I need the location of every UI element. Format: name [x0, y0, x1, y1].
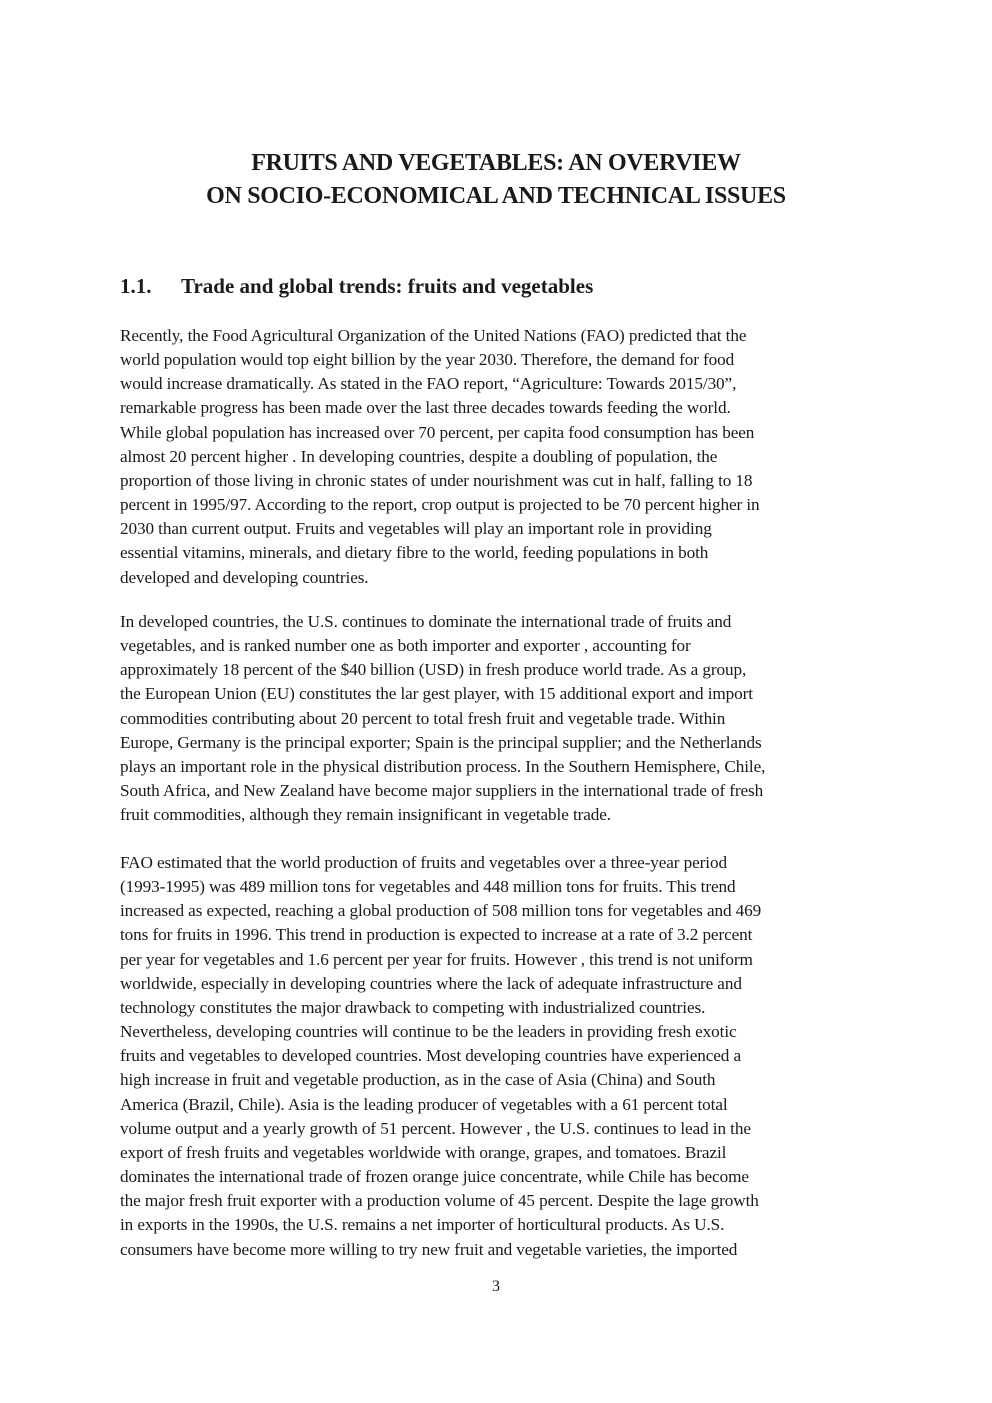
- paragraph-line: developed and developing countries.: [120, 567, 369, 587]
- paragraph-line: 2030 than current output. Fruits and vegetables will play an important role in providing: [120, 519, 712, 539]
- paragraph-line: worldwide, especially in developing countries where the lack of adequate infrastructure and: [120, 973, 742, 993]
- paragraph-line: would increase dramatically. As stated in the FAO report, “Agriculture: Towards 2015/30”,: [120, 374, 737, 394]
- section-title: Trade and global trends: fruits and vegetables: [181, 274, 594, 298]
- paragraph-3: [120, 851, 890, 1262]
- paragraph-line: Europe, Germany is the principal exporter; Spain is the principal supplier; and the Netherlands: [120, 732, 762, 752]
- paragraph-line: the major fresh fruit exporter with a production volume of 45 percent. Despite the lage growth: [120, 1191, 759, 1211]
- paragraph-line: Recently, the Food Agricultural Organization of the United Nations (FAO) predicted that the: [120, 326, 747, 345]
- paragraph-line: remarkable progress has been made over the last three decades towards feeding the world.: [120, 398, 731, 418]
- paragraph-line: export of fresh fruits and vegetables worldwide with orange, grapes, and tomatoes. Brazil: [120, 1142, 727, 1162]
- paragraph-line: the European Union (EU) constitutes the lar gest player, with 15 additional export and import: [120, 684, 753, 704]
- paragraph-line: South Africa, and New Zealand have become major suppliers in the international trade of fresh: [120, 781, 764, 801]
- section-heading: [120, 272, 593, 300]
- page-number: 3: [492, 1278, 500, 1295]
- paragraph-line: Nevertheless, developing countries will continue to be the leaders in providing fresh exotic: [120, 1022, 737, 1042]
- paragraph-line: plays an important role in the physical distribution process. In the Southern Hemisphere, Chile,: [120, 756, 766, 776]
- paragraph-line: technology constitutes the major drawback to competing with industrialized countries.: [120, 997, 706, 1017]
- paragraph-line: in exports in the 1990s, the U.S. remains a net importer of horticultural products. As U.S.: [120, 1215, 725, 1235]
- paragraph-line: dominates the international trade of frozen orange juice concentrate, while Chile has become: [120, 1167, 749, 1187]
- paragraph-line: consumers have become more willing to try new fruit and vegetable varieties, the imported: [120, 1239, 738, 1259]
- paragraph-line: proportion of those living in chronic states of under nourishment was cut in half, falling to 18: [120, 470, 753, 490]
- paragraph-line: (1993-1995) was 489 million tons for vegetables and 448 million tons for fruits. This trend: [120, 877, 736, 897]
- paragraph-line: high increase in fruit and vegetable production, as in the case of Asia (China) and South: [120, 1070, 716, 1090]
- paragraph-line: percent in 1995/97. According to the report, crop output is projected to be 70 percent higher in: [120, 495, 760, 515]
- paragraph-line: fruit commodities, although they remain insignificant in vegetable trade.: [120, 805, 611, 825]
- paragraph-line: commodities contributing about 20 percent to total fresh fruit and vegetable trade. Within: [120, 708, 726, 728]
- paragraph-line: almost 20 percent higher . In developing countries, despite a doubling of population, the: [120, 446, 718, 466]
- paragraph-line: In developed countries, the U.S. continues to dominate the international trade of fruits and: [120, 612, 732, 631]
- paragraph-line: vegetables, and is ranked number one as both importer and exporter , accounting for: [120, 636, 691, 656]
- paragraph-2: [120, 610, 890, 827]
- document-title-line-2: ON SOCIO-ECONOMICAL AND TECHNICAL ISSUES: [206, 183, 786, 209]
- paragraph-line: While global population has increased over 70 percent, per capita food consumption has been: [120, 422, 755, 442]
- paragraph-line: per year for vegetables and 1.6 percent per year for fruits. However , this trend is not uniform: [120, 949, 753, 969]
- paragraph-line: FAO estimated that the world production of fruits and vegetables over a three-year period: [120, 853, 727, 872]
- paragraph-line: fruits and vegetables to developed countries. Most developing countries have experienced a: [120, 1046, 741, 1066]
- paragraph-line: approximately 18 percent of the $40 billion (USD) in fresh produce world trade. As a group,: [120, 660, 747, 680]
- paragraph-line: America (Brazil, Chile). Asia is the leading producer of vegetables with a 61 percent total: [120, 1094, 728, 1114]
- paragraph-line: essential vitamins, minerals, and dietary fibre to the world, feeding populations in both: [120, 543, 709, 563]
- paragraph-line: volume output and a yearly growth of 51 percent. However , the U.S. continues to lead in the: [120, 1118, 751, 1138]
- document-title-line-1: FRUITS AND VEGETABLES: AN OVERVIEW: [251, 150, 741, 176]
- paragraph-line: world population would top eight billion by the year 2030. Therefore, the demand for food: [120, 350, 735, 370]
- paragraph-line: increased as expected, reaching a global production of 508 million tons for vegetables and 469: [120, 901, 762, 921]
- paragraph-line: tons for fruits in 1996. This trend in production is expected to increase at a rate of 3.2 percent: [120, 925, 753, 945]
- paragraph-1: [120, 324, 890, 590]
- section-number: 1.1.: [120, 274, 152, 298]
